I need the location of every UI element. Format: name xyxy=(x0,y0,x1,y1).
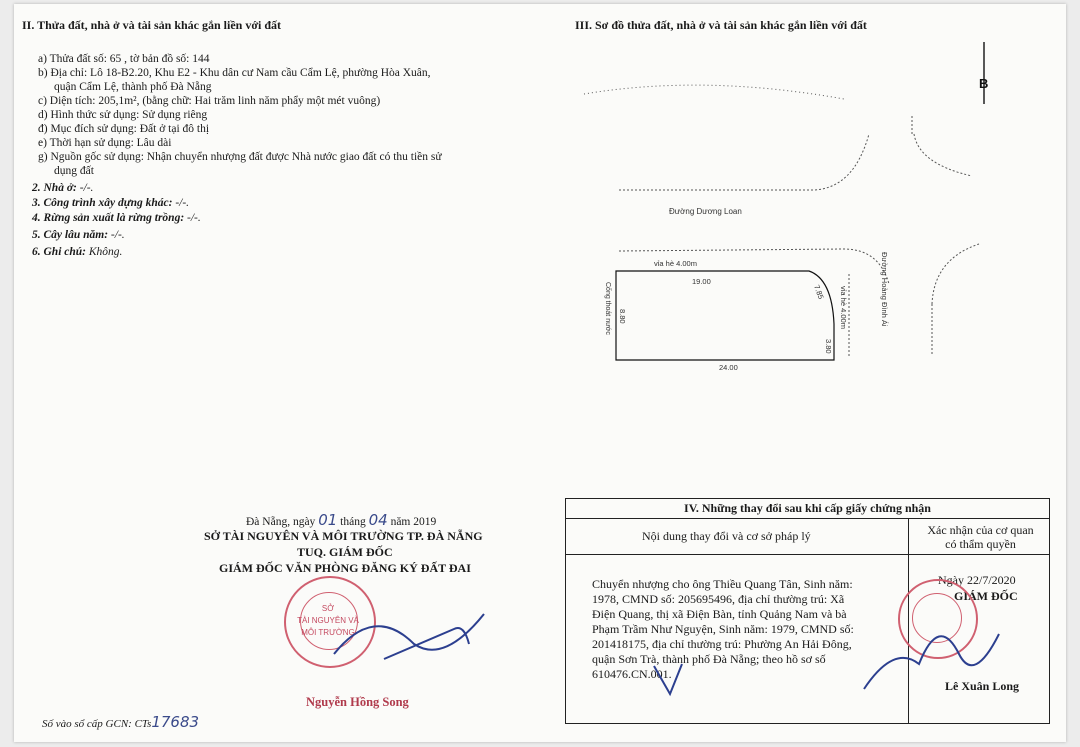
area-line: c) Diện tích: 205,1m², (bằng chữ: Hai trăm linh năm phẩy một mét vuông) xyxy=(38,95,381,107)
sidewalk-right-label: vỉa hè 4.00m xyxy=(839,286,848,329)
note-label: 6. Ghi chú: xyxy=(32,246,86,258)
drain-label: Cống thoát nước xyxy=(604,282,611,335)
changes-col2-header-1: Xác nhận của cơ quan xyxy=(927,523,1034,537)
date-prefix: Đà Nẵng, ngày xyxy=(246,516,316,528)
signing-role-2: GIÁM ĐỐC VĂN PHÒNG ĐĂNG KÝ ĐẤT ĐAI xyxy=(219,561,471,575)
change-content-line: 201418175, địa chỉ thường trú: Phường An Hải Đông, xyxy=(592,637,852,651)
issuing-agency: SỞ TÀI NGUYÊN VÀ MÔI TRƯỜNG TP. ĐÀ NẴNG xyxy=(204,529,483,543)
change-content-line: Điện Quang, thị xã Điện Bàn, tỉnh Quảng Nam và bà xyxy=(592,607,847,621)
dim-right-label: 3.80 xyxy=(824,339,833,354)
origin-line-1: g) Nguồn gốc sử dụng: Nhận chuyển nhượng đất được Nhà nước giao đất có thu tiền sử xyxy=(38,151,442,163)
seal-text-line-1: SỞ xyxy=(321,604,335,613)
change-content-line: quận Sơn Trà, thành phố Đà Nẵng; theo hồ sơ số xyxy=(592,652,826,666)
usage-term-line: e) Thời hạn sử dụng: Lâu dài xyxy=(38,137,172,149)
parcel-number-line: a) Thửa đất số: 65 , tờ bản đồ số: 144 xyxy=(38,53,210,65)
changes-table-title: IV. Những thay đổi sau khi cấp giấy chứng nhận xyxy=(566,499,1049,519)
certificate-page xyxy=(14,4,1066,742)
road-top-label: Đường Dương Loan xyxy=(669,207,742,216)
dim-top-label: 19.00 xyxy=(692,277,711,286)
confirm-signer: Lê Xuân Long xyxy=(945,679,1020,693)
changes-col1-header: Nội dung thay đổi và cơ sở pháp lý xyxy=(642,529,811,543)
signing-role-1: TUQ. GIÁM ĐỐC xyxy=(297,545,393,559)
registry-number: 17683 xyxy=(151,713,200,731)
other-construction-label: 3. Công trình xây dựng khác: xyxy=(32,197,173,209)
section-2-title: II. Thửa đất, nhà ở và tài sản khác gắn liền với đất xyxy=(22,18,282,32)
change-content-line: 610476.CN.001. xyxy=(592,667,672,681)
usage-purpose-line: đ) Mục đích sử dụng: Đất ở tại đô thị xyxy=(38,123,210,135)
left-signer-name: Nguyễn Hồng Song xyxy=(306,695,409,709)
house-value: -/-. xyxy=(79,182,94,194)
north-label: B xyxy=(979,76,989,91)
house-label: 2. Nhà ở: xyxy=(32,182,77,194)
date-day: 01 xyxy=(318,511,338,529)
other-construction-value: -/-. xyxy=(175,197,190,209)
seal-text-line-2: TÀI NGUYÊN VÀ xyxy=(297,616,359,625)
date-month: 04 xyxy=(368,511,388,529)
road-right-label: Đường Hoàng Đình Ái xyxy=(880,252,889,327)
date-month-label: tháng xyxy=(340,516,366,528)
right-signature xyxy=(14,4,1066,742)
address-line-2: quận Cẩm Lệ, thành phố Đà Nẵng xyxy=(54,81,212,93)
confirm-role: GIÁM ĐỐC xyxy=(954,589,1018,603)
dim-left-label: 8.80 xyxy=(618,309,627,324)
forest-value: -/-. xyxy=(187,212,201,224)
changes-col2-header-2: có thẩm quyền xyxy=(945,537,1016,551)
change-content-line: 1978, CMND số: 205695496, địa chỉ thường trú: Xã xyxy=(592,592,845,606)
date-year: năm 2019 xyxy=(390,516,437,528)
address-line-1: b) Địa chỉ: Lô 18-B2.20, Khu E2 - Khu dân cư Nam cầu Cẩm Lệ, phường Hòa Xuân, xyxy=(38,67,431,79)
forest-label: 4. Rừng sản xuất là rừng trồng: xyxy=(32,212,185,224)
perennial-label: 5. Cây lâu năm: xyxy=(32,229,109,241)
usage-form-line: d) Hình thức sử dụng: Sử dụng riêng xyxy=(38,109,208,121)
perennial-value: -/-. xyxy=(110,229,125,241)
confirm-date: Ngày 22/7/2020 xyxy=(938,573,1016,587)
seal-text-line-3: MÔI TRƯỜNG xyxy=(301,628,355,637)
change-content-line: Chuyển nhượng cho ông Thiều Quang Tân, Sinh năm: xyxy=(592,577,853,591)
section-3-title: III. Sơ đồ thửa đất, nhà ở và tài sản khác gắn liền với đất xyxy=(575,18,867,32)
origin-line-2: dụng đất xyxy=(54,165,94,177)
note-value: Không. xyxy=(88,246,123,258)
registry-label: Số vào sổ cấp GCN: CTs xyxy=(42,718,152,730)
sidewalk-top-label: vỉa hè 4.00m xyxy=(654,259,697,268)
dim-bottom-label: 24.00 xyxy=(719,363,738,372)
dim-corner-label: 7.85 xyxy=(812,283,826,301)
change-content-line: Phạm Trầm Như Nguyện, Sinh năm: 1979, CMND số: xyxy=(592,622,854,636)
